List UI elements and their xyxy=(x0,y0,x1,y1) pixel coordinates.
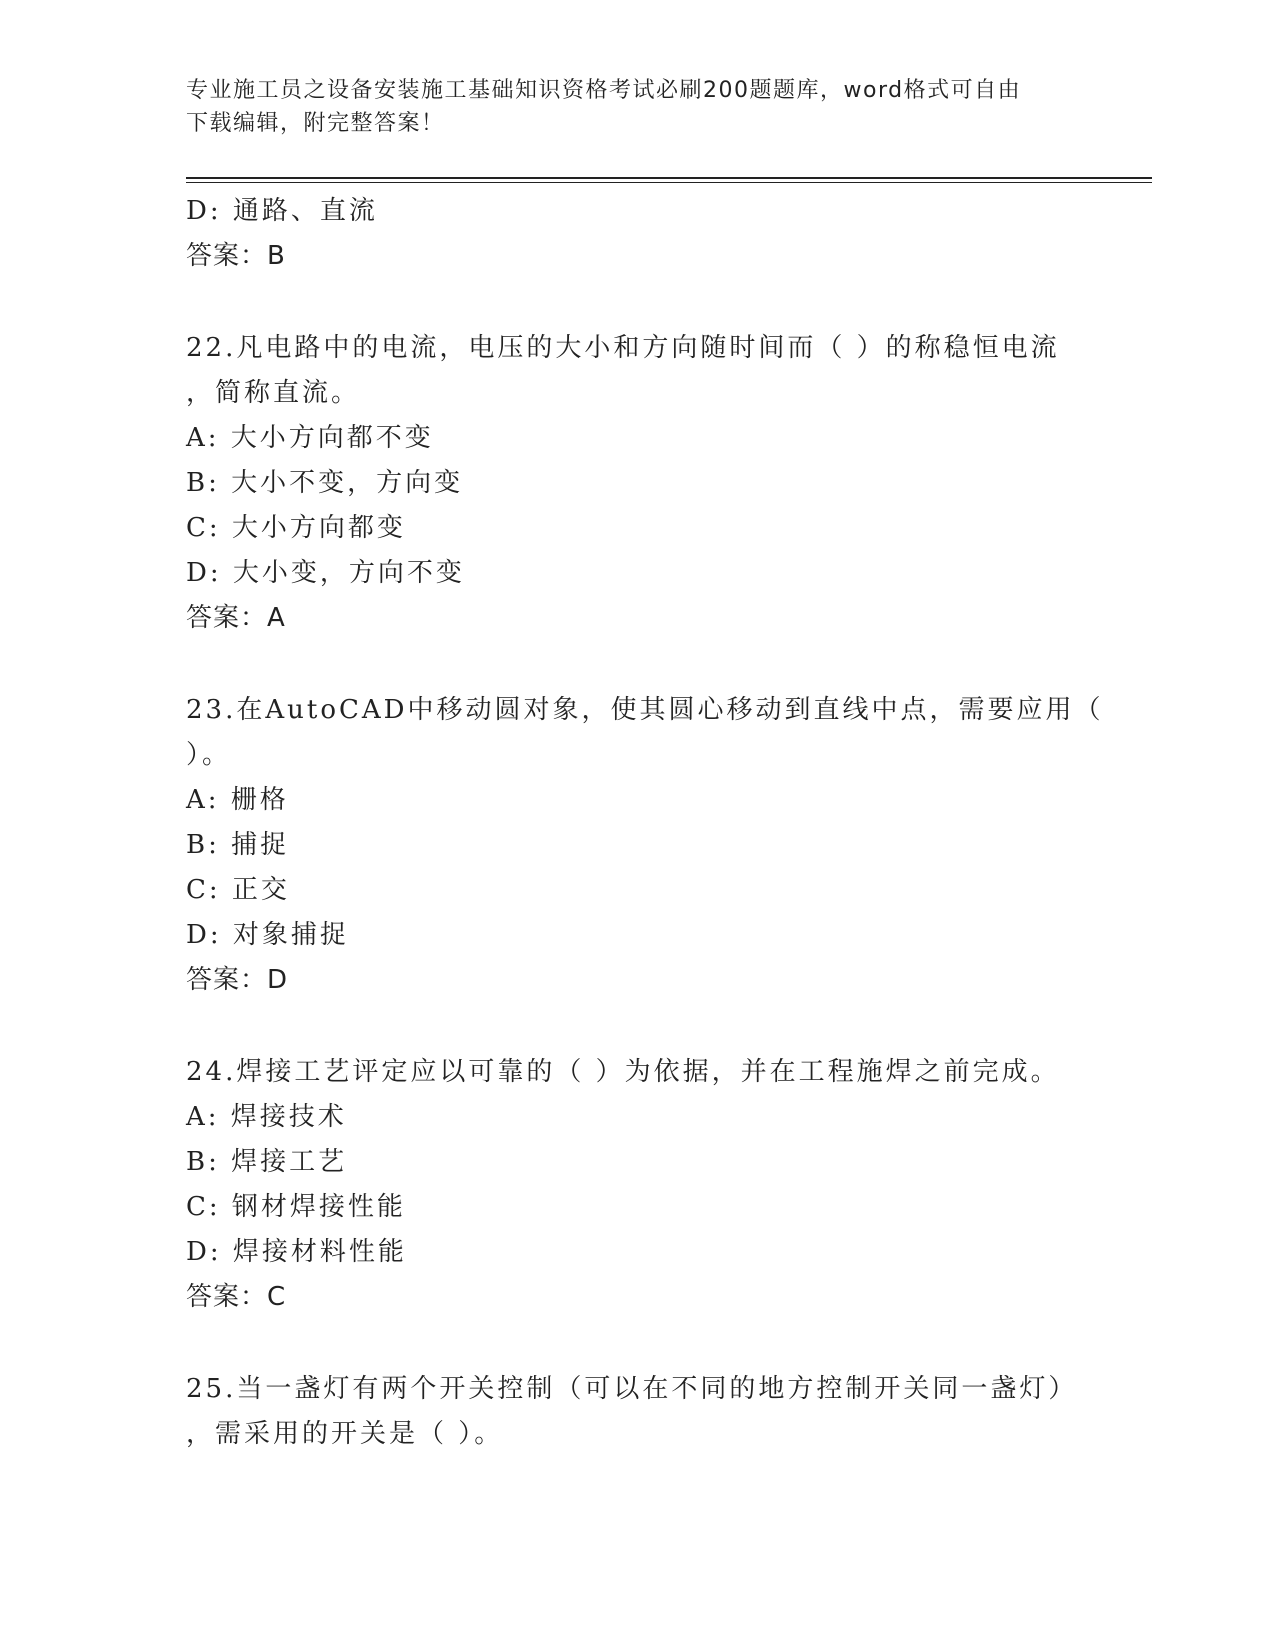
question-22 xyxy=(186,326,1086,641)
header-divider-thin xyxy=(186,182,1152,183)
option-c: C: 正交 xyxy=(186,875,290,905)
question-stem: 25.当一盏灯有两个开关控制（可以在不同的地方控制开关同一盏灯） xyxy=(186,1374,1078,1404)
answer-line: 答案：D xyxy=(186,965,289,995)
question-23 xyxy=(186,688,1104,1003)
question-content xyxy=(186,189,1104,1457)
question-stem-cont: ，需采用的开关是（ ）。 xyxy=(186,1419,504,1449)
option-d: D: 焊接材料性能 xyxy=(186,1237,407,1267)
option-d: D: 大小变，方向不变 xyxy=(186,558,465,588)
header-line-2: 下载编辑，附完整答案！ xyxy=(186,111,445,136)
option-a: A: 栅格 xyxy=(186,785,289,815)
header-divider-thick xyxy=(186,177,1152,179)
question-stem: 22.凡电路中的电流，电压的大小和方向随时间而（ ）的称稳恒电流 xyxy=(186,333,1060,363)
option-d: D: 通路、直流 xyxy=(186,196,378,226)
question-stem-cont: ）。 xyxy=(186,740,232,770)
option-c: C: 钢材焊接性能 xyxy=(186,1192,406,1222)
option-c: C: 大小方向都变 xyxy=(186,513,406,543)
answer-line: 答案：C xyxy=(186,1282,287,1312)
page-header xyxy=(186,74,1066,140)
question-stem: 23.在AutoCAD中移动圆对象，使其圆心移动到直线中点，需要应用（ xyxy=(186,695,1104,725)
option-b: B: 大小不变，方向变 xyxy=(186,468,464,498)
option-a: A: 大小方向都不变 xyxy=(186,423,434,453)
answer-line: 答案：B xyxy=(186,241,286,271)
option-b: B: 捕捉 xyxy=(186,830,290,860)
option-b: B: 焊接工艺 xyxy=(186,1147,348,1177)
answer-line: 答案：A xyxy=(186,603,286,633)
question-24 xyxy=(186,1050,1086,1320)
option-a: A: 焊接技术 xyxy=(186,1102,347,1132)
question-25 xyxy=(186,1367,1086,1457)
question-stem-cont: ，简称直流。 xyxy=(186,378,361,408)
option-d: D: 对象捕捉 xyxy=(186,920,349,950)
question-stem: 24.焊接工艺评定应以可靠的（ ）为依据，并在工程施焊之前完成。 xyxy=(186,1057,1060,1087)
question-21-tail xyxy=(186,189,1086,279)
header-line-1: 专业施工员之设备安装施工基础知识资格考试必刷200题题库，word格式可自由 xyxy=(186,78,1022,103)
